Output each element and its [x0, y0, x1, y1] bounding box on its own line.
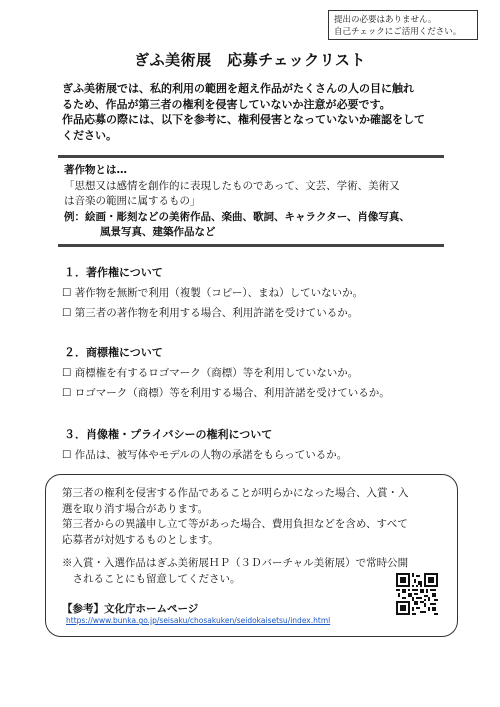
intro-line-4: ください。: [62, 128, 117, 142]
checklist-item[interactable]: ☐ 作品は、被写体やモデルの人物の承諾をもらっているか。: [62, 449, 348, 461]
section-heading-portrait-rights: ３．肖像権・プライバシーの権利について: [64, 428, 273, 441]
checklist-item[interactable]: ☐ ロゴマーク（商標）等を利用する場合、利用許諾を受けているか。: [62, 387, 390, 399]
notice-line-2: 自己チェックにご活用ください。: [334, 27, 462, 37]
top-divider: [58, 155, 444, 158]
notes-line-4: 応募者が対処するものとします。: [62, 533, 219, 546]
notes-line-3: 第三者からの異議申し立て等があった場合、費用負担などを含め、すべて: [62, 518, 408, 530]
notes-paragraph: [62, 486, 442, 548]
reference-link[interactable]: https://www.bunka.go.jp/seisaku/chosakuken/seidokaisetsu/index.html: [66, 616, 331, 625]
intro-paragraph: [62, 81, 452, 143]
notes-line-2: 選を取り消す場合があります。: [62, 502, 209, 515]
definition-quote-line-1: 「思想又は感情を創作的に表現したものであって、文芸、学術、美術又: [64, 179, 400, 192]
publication-note-line-1: ※入賞・入選作品はぎふ美術展ＨＰ（３Ｄバーチャル美術展）で常時公開: [62, 557, 409, 569]
intro-line-3: 作品応募の際には、以下を参考に、権利侵害となっていないか確認をして: [62, 113, 425, 126]
publication-note: [62, 556, 442, 587]
checklist-item[interactable]: ☐ 商標権を有するロゴマーク（商標）等を利用していないか。: [62, 367, 359, 379]
qr-code-icon[interactable]: [396, 573, 438, 615]
checklist-item[interactable]: ☐ 著作物を無断で利用（複製（コピー）、まね）していないか。: [62, 287, 364, 299]
copyright-definition: [64, 163, 444, 241]
bottom-divider: [58, 244, 444, 247]
intro-line-1: ぎふ美術展では、私的利用の範囲を超え作品がたくさんの人の目に触れ: [62, 82, 414, 95]
definition-heading: 著作物とは…: [64, 164, 127, 176]
publication-note-line-2: されることにも留意してください。: [62, 572, 241, 585]
notes-line-1: 第三者の権利を侵害する作品であることが明らかになった場合、入賞・入: [62, 487, 409, 499]
checklist-item[interactable]: ☐ 第三者の著作物を利用する場合、利用許諾を受けているか。: [62, 307, 359, 319]
intro-line-2: るため、作品が第三者の権利を侵害していないか注意が必要です。: [62, 97, 391, 111]
reference-label: 【参考】文化庁ホームページ: [62, 603, 199, 615]
definition-example-line-1: 例：絵画・彫刻などの美術作品、楽曲、歌詞、キャラクター、肖像写真、: [64, 210, 410, 223]
notice-box: [328, 10, 478, 40]
notice-line-1: 提出の必要はありません。: [334, 15, 437, 25]
section-heading-copyright: １．著作権について: [64, 266, 163, 279]
page-title: ぎふ美術展 応募チェックリスト: [134, 51, 366, 69]
definition-quote-line-2: は音楽の範囲に属するもの」: [64, 195, 201, 207]
section-heading-trademark: ２．商標権について: [64, 346, 163, 359]
definition-example-line-2: 風景写真、建築作品など: [100, 226, 216, 238]
